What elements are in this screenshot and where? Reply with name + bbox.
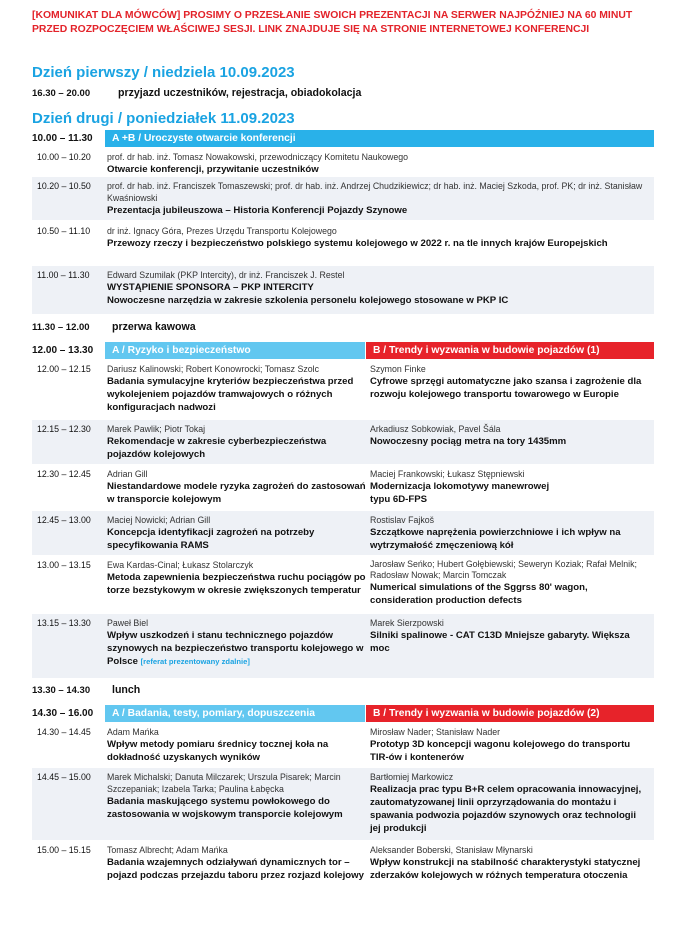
talk-b: [370, 514, 650, 552]
session1-row: [32, 614, 654, 678]
slot-time: 14.45 – 15.00: [37, 772, 91, 782]
talk-a: [107, 468, 387, 506]
slot-time: 15.00 – 15.15: [37, 845, 91, 855]
talk-speakers: Bartłomiej Markowicz: [370, 772, 454, 782]
session1-a-title: A / Ryzyko i bezpieczeństwo: [105, 342, 365, 359]
talk-speakers: Adam Mańka: [107, 727, 159, 737]
talk-speakers: Marek Michalski; Danuta Milczarek; Urszula Pisarek; Marcin Szczepaniak; Izabela Tarka; Paulina Łabęcka: [107, 772, 341, 794]
talk-b: [370, 617, 650, 655]
slot-time: 14.30 – 14.45: [37, 727, 91, 737]
opening-title-bar: A +B / Uroczyste otwarcie konferencji: [105, 130, 654, 147]
slot-time: 10.50 – 11.10: [37, 226, 91, 236]
opening-time: 10.00 – 11.30: [32, 133, 93, 144]
talk-speakers: Maciej Nowicki; Adrian Gill: [107, 515, 211, 525]
session2-header: [32, 705, 654, 722]
talk-speakers: Dariusz Kalinowski; Robert Konowrocki; Tomasz Szolc: [107, 364, 320, 374]
speaker-notice: [32, 9, 652, 37]
opening-row: [32, 148, 654, 177]
talk-a: [107, 363, 387, 414]
talk-a: [107, 726, 387, 764]
session2-b-title: B / Trendy i wyzwania w budowie pojazdów (2): [366, 705, 654, 722]
talk-speakers: prof. dr hab. inż. Tomasz Nowakowski, przewodniczący Komitetu Naukowego: [107, 152, 409, 162]
day1-arrival: [32, 87, 361, 99]
session2-a-title: A / Badania, testy, pomiary, dopuszczenia: [105, 705, 365, 722]
slot-time: 10.20 – 10.50: [37, 181, 91, 191]
talk-title: Przewozy rzeczy i bezpieczeństwo polskiego systemu kolejowego w 2022 r. na tle innych krajów Europejskich: [107, 238, 608, 249]
session1-row: [32, 556, 654, 614]
talk-b: [370, 423, 650, 448]
session2-time: 14.30 – 16.00: [32, 708, 94, 719]
talk: [107, 225, 652, 250]
talk-speakers: Aleksander Boberski, Stanisław Młynarski: [370, 845, 533, 855]
slot-time: 11.00 – 11.30: [37, 270, 90, 280]
session1-row: [32, 360, 654, 416]
talk-speakers: Marek Pawlik; Piotr Tokaj: [107, 424, 206, 434]
lunch: [32, 684, 140, 696]
talk-b: [370, 726, 650, 764]
lunch-text: lunch: [112, 684, 141, 696]
talk: [107, 269, 652, 307]
talk-speakers: prof. dr hab. inż. Franciszek Tomaszewski; prof. dr hab. inż. Andrzej Chudzikiewicz; dr hab. inż. Maciej Szkoda, prof. PK; dr inż. Stanisław Kwaśniowski: [107, 181, 643, 203]
lunch-time: 13.30 – 14.30: [32, 685, 91, 696]
opening-header: [32, 130, 654, 147]
talk: [107, 151, 652, 176]
talk-b: [370, 844, 650, 882]
talk-speakers: Maciej Frankowski; Łukasz Stępniewski: [370, 469, 525, 479]
session2-row: [32, 841, 654, 901]
talk-title: Realizacja prac typu B+R celem opracowania innowacyjnej, zautomatyzowanej linii oprzyrządowania do montażu i spawania podwozia pojazdów szynowych oraz technologii jej produkcji: [370, 784, 642, 834]
talk-title: Wpływ metody pomiaru średnicy tocznej koła na dokładność uzyskanych wyników: [107, 739, 329, 763]
talk-title: Silniki spalinowe - CAT C13D Mniejsze gabaryty. Większa moc: [370, 630, 630, 654]
session2-row: [32, 723, 654, 768]
opening-row: [32, 266, 654, 314]
talk-title: Prezentacja jubileuszowa – Historia Konferencji Pojazdy Szynowe: [107, 205, 408, 216]
talk-title: Nowoczesny pociąg metra na tory 1435mm: [370, 436, 567, 447]
talk-speakers: Edward Szumilak (PKP Intercity), dr inż. Franciszek J. Restel: [107, 270, 345, 280]
remote-note: [referat prezentowany zdalnie]: [140, 657, 250, 666]
talk-title: Cyfrowe sprzęgi automatyczne jako szansa i zagrożenie dla rozwoju kolejowego transportu towarowego w Europie: [370, 376, 642, 400]
coffee-break-text: przerwa kawowa: [112, 321, 196, 333]
talk-b: [370, 363, 650, 401]
slot-time: 12.15 – 12.30: [37, 424, 91, 434]
talk-a: [107, 514, 387, 552]
talk-title: Wpływ konstrukcji na stabilność charakterystyki statycznej zderzaków kolejowych w różnych temperatura otoczenia: [370, 857, 641, 881]
coffee-break-time: 11.30 – 12.00: [32, 322, 90, 333]
talk-speakers: Arkadiusz Sobkowiak, Pavel Šála: [370, 424, 501, 434]
slot-time: 12.45 – 13.00: [37, 515, 91, 525]
talk-a: [107, 844, 387, 882]
talk-title: Niestandardowe modele ryzyka zagrożeń do zastosowań w transporcie kolejowym: [107, 481, 366, 505]
notice-line-1: [KOMUNIKAT DLA MÓWCÓW] PROSIMY O PRZESŁANIE SWOICH PREZENTACJI NA SERWER NAJPÓŹNIEJ NA 60 MINUT: [32, 10, 633, 21]
talk-title: Modernizacja lokomotywy manewrowej typu 6D-FPS: [370, 481, 550, 505]
talk-title: WYSTĄPIENIE SPONSORA – PKP INTERCITY: [107, 282, 314, 293]
day1-heading: Dzień pierwszy / niedziela 10.09.2023: [32, 64, 295, 81]
talk-title: Rekomendacje w zakresie cyberbezpieczeństwa pojazdów kolejowych: [107, 436, 327, 460]
talk-b: [370, 468, 650, 506]
talk-title-2: Nowoczesne narzędzia w zakresie szkolenia personelu kolejowego stosowane w PKP IC: [107, 295, 509, 306]
talk-speakers: Marek Sierzpowski: [370, 618, 444, 628]
talk-title: Wpływ uszkodzeń i stanu technicznego pojazdów szynowych na bezpieczeństwo transportu kolejowego w Polsce: [107, 630, 364, 667]
session1-row: [32, 465, 654, 511]
talk-b: [370, 771, 650, 835]
coffee-break: [32, 321, 196, 333]
opening-row: [32, 177, 654, 220]
talk-title: Prototyp 3D koncepcji wagonu kolejowego do transportu TIR-ów i kontenerów: [370, 739, 631, 763]
session1-row: [32, 420, 654, 464]
session1-time: 12.00 – 13.30: [32, 345, 94, 356]
talk-a: [107, 423, 387, 461]
talk-speakers: Adrian Gill: [107, 469, 148, 479]
day2-heading: Dzień drugi / poniedziałek 11.09.2023: [32, 110, 295, 127]
session1-b-title: B / Trendy i wyzwania w budowie pojazdów (1): [366, 342, 654, 359]
talk-title: Badania maskującego systemu powłokowego do zastosowania w wojskowym transporcie kolejowym: [107, 796, 343, 820]
talk-title: Szczątkowe naprężenia powierzchniowe i ich wpływ na wytrzymałość zmęczeniową kół: [370, 527, 621, 551]
slot-time: 12.00 – 12.15: [37, 364, 91, 374]
talk-speakers: Mirosław Nader; Stanisław Nader: [370, 727, 501, 737]
talk-speakers: Rostislav Fajkoš: [370, 515, 435, 525]
notice-line-2: PRZED ROZPOCZĘCIEM WŁAŚCIWEJ SESJI. LINK ZNAJDUJE SIĘ NA STRONIE INTERNETOWEJ KONFERENCJI: [32, 24, 590, 35]
talk-b: [370, 559, 650, 607]
slot-time: 12.30 – 12.45: [37, 469, 91, 479]
slot-time: 10.00 – 10.20: [37, 152, 91, 162]
talk-speakers: Jarosław Seńko; Hubert Gołębiewski; Seweryn Koziak; Rafał Melnik; Radosław Nowak; Marcin Tomczak: [370, 559, 637, 580]
session1-header: [32, 342, 654, 359]
talk-title: Badania symulacyjne kryteriów bezpieczeństwa przed wykolejeniem pojazdów tramwajowych o różnych konfiguracjach nadwozi: [107, 376, 354, 413]
session1-row: [32, 511, 654, 555]
talk-title: Numerical simulations of the Sggrss 80' wagon, consideration production defects: [370, 582, 588, 606]
session2-row: [32, 768, 654, 840]
talk-speakers: Paweł Biel: [107, 618, 149, 628]
talk-title: Badania wzajemnych odziaływań dynamicznych tor – pojazd podczas przejazdu taboru przez rozjazd kolejowy: [107, 857, 364, 881]
talk-a: [107, 771, 387, 821]
day1-arrival-text: przyjazd uczestników, rejestracja, obiadokolacja: [118, 87, 362, 99]
talk: [107, 180, 652, 217]
day1-arrival-time: 16.30 – 20.00: [32, 88, 91, 99]
talk-title: Metoda zapewnienia bezpieczeństwa ruchu pociągów po torze bezstykowym w okresie zwiększonych temperatur: [107, 572, 366, 596]
slot-time: 13.15 – 13.30: [37, 618, 91, 628]
talk-a: [107, 559, 387, 597]
talk-title: Otwarcie konferencji, przywitanie uczestników: [107, 164, 319, 175]
opening-row: [32, 222, 654, 266]
talk-speakers: Ewa Kardas-Cinal; Łukasz Stolarczyk: [107, 560, 254, 570]
talk-a: [107, 617, 387, 668]
talk-speakers: Szymon Finke: [370, 364, 426, 374]
slot-time: 13.00 – 13.15: [37, 560, 91, 570]
talk-title: Koncepcja identyfikacji zagrożeń na potrzeby specyfikowania RAMS: [107, 527, 315, 551]
talk-speakers: dr inż. Ignacy Góra, Prezes Urzędu Transportu Kolejowego: [107, 226, 337, 236]
talk-speakers: Tomasz Albrecht; Adam Mańka: [107, 845, 228, 855]
